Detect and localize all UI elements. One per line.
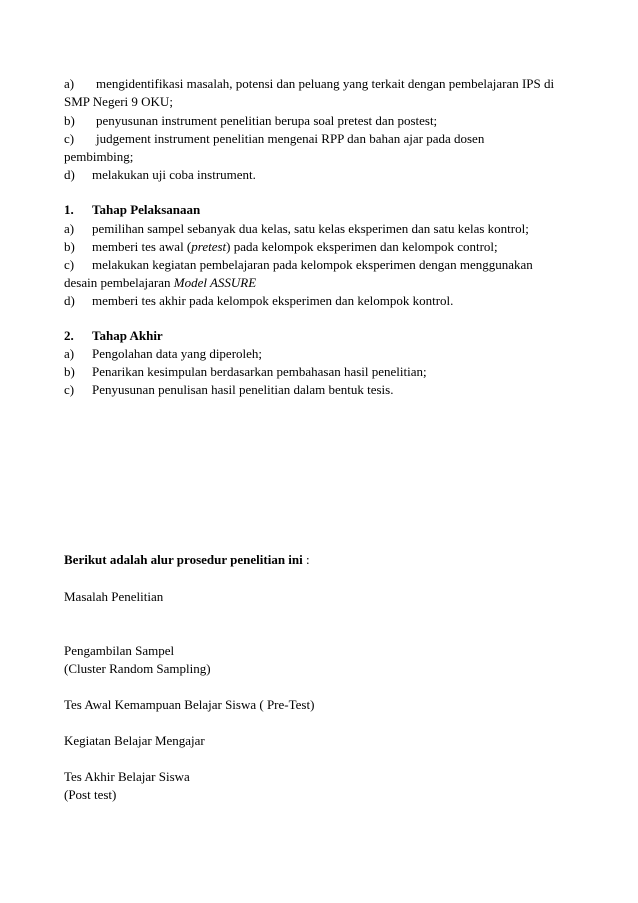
list-item: b) memberi tes awal (pretest) pada kelompok eksperimen dan kelompok control; (64, 239, 498, 254)
flow-step: Tes Awal Kemampuan Belajar Siswa ( Pre-Test) (64, 697, 315, 712)
list-item: a) mengidentifikasi masalah, potensi dan peluang yang terkait dengan pembelajaran IPS di (64, 76, 555, 91)
list-item-continuation: desain pembelajaran Model ASSURE (64, 275, 257, 290)
list-item: c) judgement instrument penelitian mengenai RPP dan bahan ajar pada dosen (64, 131, 485, 146)
list-item: c) Penyusunan penulisan hasil penelitian dalam bentuk tesis. (64, 382, 394, 397)
list-item: d) melakukan uji coba instrument. (64, 167, 256, 182)
list-item-continuation: SMP Negeri 9 OKU; (64, 94, 173, 109)
list-item: c) melakukan kegiatan pembelajaran pada kelompok eksperimen dengan menggunakan (64, 257, 533, 272)
flow-step: Tes Akhir Belajar Siswa (64, 769, 190, 784)
list-item: a) pemilihan sampel sebanyak dua kelas, satu kelas eksperimen dan satu kelas kontrol; (64, 221, 529, 236)
list-item: d) memberi tes akhir pada kelompok eksperimen dan kelompok kontrol. (64, 293, 454, 308)
flow-step-detail: (Cluster Random Sampling) (64, 661, 211, 676)
flow-step: Kegiatan Belajar Mengajar (64, 733, 205, 748)
list-item: b) Penarikan kesimpulan berdasarkan pembahasan hasil penelitian; (64, 364, 427, 379)
list-item: b) penyusunan instrument penelitian berupa soal pretest dan postest; (64, 113, 438, 128)
list-item: a) Pengolahan data yang diperoleh; (64, 346, 263, 361)
section-heading-akhir: 2. Tahap Akhir (64, 328, 163, 343)
list-item-continuation: pembimbing; (64, 149, 134, 164)
flow-step: Pengambilan Sampel (64, 643, 175, 658)
flow-step-detail: (Post test) (64, 787, 117, 802)
flow-step: Masalah Penelitian (64, 589, 164, 604)
section-heading-pelaksanaan: 1. Tahap Pelaksanaan (64, 202, 201, 217)
flow-heading: Berikut adalah alur prosedur penelitian ini : (64, 552, 310, 567)
